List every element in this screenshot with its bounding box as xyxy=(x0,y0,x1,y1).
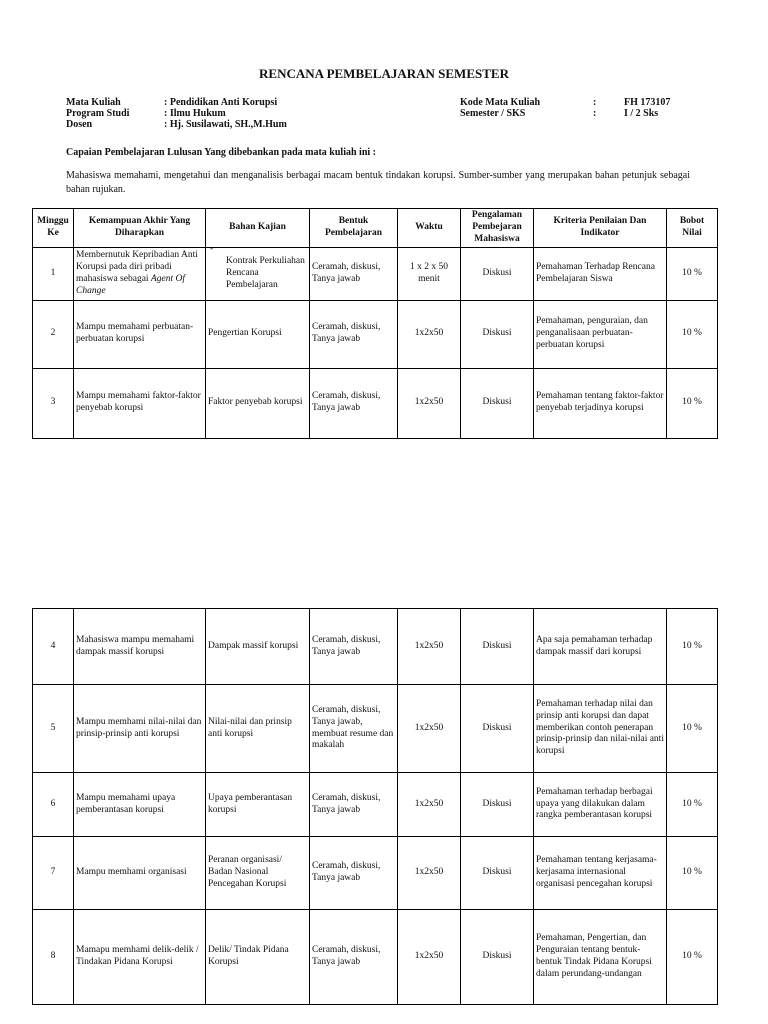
cell-kriteria: Pemahaman tentang faktor-faktor penyebab terjadinya korupsi xyxy=(534,368,667,438)
table-row xyxy=(33,837,718,910)
header-kriteria: Kriteria Penilaian Dan Indikator xyxy=(534,209,667,248)
cell-pengalaman: Diskusi xyxy=(461,910,534,1005)
cell-kriteria: Pemahaman tentang kerjasama-kerjasama internasional organisasi pencegahan korupsi xyxy=(534,837,667,910)
cell-waktu: 1x2x50 xyxy=(398,609,461,685)
cell-waktu: 1x2x50 xyxy=(398,773,461,837)
cell-bobot: 10 % xyxy=(667,609,718,685)
cell-minggu: 6 xyxy=(33,773,74,837)
cell-minggu: 7 xyxy=(33,837,74,910)
cell-bentuk: Ceramah, diskusi, Tanya jawab xyxy=(310,609,398,685)
meta-separator: : xyxy=(593,108,597,119)
header-bentuk: Bentuk Pembelajaran xyxy=(310,209,398,248)
cell-bobot: 10 % xyxy=(667,247,718,300)
cell-waktu: 1x2x50 xyxy=(398,685,461,773)
meta-label: Kode Mata Kuliah xyxy=(460,97,541,108)
cell-pengalaman: Diskusi xyxy=(461,247,534,300)
cell-kemampuan: Mampu memahami perbuatan-perbuatan korupsi xyxy=(74,300,206,368)
meta-label: Semester / SKS xyxy=(460,108,526,119)
rps-table-part-2 xyxy=(32,608,718,1005)
cell-waktu: 1x2x50 xyxy=(398,837,461,910)
rps-table-part-1 xyxy=(32,208,718,439)
meta-separator: : xyxy=(593,97,597,108)
meta-value: : Ilmu Hukum xyxy=(164,108,226,119)
meta-label: Dosen xyxy=(66,119,93,130)
meta-value: : Hj. Susilawati, SH.,M.Hum xyxy=(164,119,287,130)
cell-pengalaman: Diskusi xyxy=(461,837,534,910)
cell-minggu: 1 xyxy=(33,247,74,300)
cell-bentuk: Ceramah, diskusi, Tanya jawab xyxy=(310,300,398,368)
cell-bahan-text: Kontrak Perkuliahan Rencana Pembelajaran xyxy=(226,255,305,290)
cell-bahan: Faktor penyebab korupsi xyxy=(206,368,310,438)
table-row xyxy=(33,368,718,438)
table-row xyxy=(33,247,718,300)
cell-bobot: 10 % xyxy=(667,368,718,438)
table-header-row xyxy=(33,209,718,248)
meta-value: : Pendidikan Anti Korupsi xyxy=(164,97,278,108)
header-bobot: Bobot Nilai xyxy=(667,209,718,248)
meta-label: Program Studi xyxy=(66,108,130,119)
cell-bentuk: Ceramah, diskusi, Tanya jawab xyxy=(310,368,398,438)
header-bahan: Bahan Kajian xyxy=(206,209,310,248)
meta-row-program-studi xyxy=(66,107,287,118)
cell-bentuk: Ceramah, diskusi, Tanya jawab, membuat resume dan makalah xyxy=(310,685,398,773)
cell-waktu: 1x2x50 xyxy=(398,300,461,368)
cell-bobot: 10 % xyxy=(667,685,718,773)
cell-kemampuan-italic: Agent Of Change xyxy=(76,273,185,296)
cpl-text: Mahasiswa memahami, mengetahui dan menganalisis berbagai macam bentuk tindakan korupsi. Sumber-sumber yang merupakan bahan petunjuk sebagai bahan rujukan. xyxy=(66,170,690,195)
cell-kriteria: Pemahaman Terhadap Rencana Pembelajaran Siswa xyxy=(534,247,667,300)
table-row xyxy=(33,910,718,1005)
meta-row-kode xyxy=(460,96,670,107)
course-meta-left xyxy=(66,96,287,129)
cell-minggu: 4 xyxy=(33,609,74,685)
cell-kemampuan: Mamapu memhami delik-delik / Tindakan Pidana Korupsi xyxy=(74,910,206,1005)
meta-row-dosen xyxy=(66,118,287,129)
cell-kriteria: Pemahaman, penguraian, dan penganalisaan perbuatan-perbuatan korupsi xyxy=(534,300,667,368)
cell-bahan: Dampak massif korupsi xyxy=(206,609,310,685)
cell-bahan-dash: - xyxy=(210,243,214,254)
course-meta-right xyxy=(460,96,670,118)
meta-row-semester xyxy=(460,107,670,118)
cell-kriteria: Pemahaman terhadap berbagai upaya yang dilakukan dalam rangka pemberantasan korupsi xyxy=(534,773,667,837)
cell-minggu: 8 xyxy=(33,910,74,1005)
header-kemampuan: Kemampuan Akhir Yang Diharapkan xyxy=(74,209,206,248)
cell-pengalaman: Diskusi xyxy=(461,300,534,368)
table-row xyxy=(33,773,718,837)
cell-kriteria: Pemahaman terhadap nilai dan prinsip anti korupsi dan dapat memberikan contoh penerapan prinsip-prinsip dan nilai-nilai anti korupsi xyxy=(534,685,667,773)
cell-bobot: 10 % xyxy=(667,300,718,368)
cell-kemampuan: Mampu memahami faktor-faktor penyebab korupsi xyxy=(74,368,206,438)
cell-kriteria: Pemahaman, Pengertian, dan Penguraian tentang bentuk-bentuk Tindak Pidana Korupsi dalam perundang-undangan xyxy=(534,910,667,1005)
cell-waktu: 1x2x50 xyxy=(398,368,461,438)
page-title: RENCANA PEMBELAJARAN SEMESTER xyxy=(259,66,509,81)
cell-bahan: Upaya pemberantasan korupsi xyxy=(206,773,310,837)
cell-kemampuan-text: Membernutuk Kepribadian Anti Korupsi pada diri pribadi mahasiswa sebagai xyxy=(76,249,198,284)
cell-pengalaman: Diskusi xyxy=(461,368,534,438)
meta-row-mata-kuliah xyxy=(66,96,287,107)
cell-kemampuan: Mampu memahami upaya pemberantasan korupsi xyxy=(74,773,206,837)
cell-pengalaman: Diskusi xyxy=(461,773,534,837)
cell-waktu: 1x2x50 xyxy=(398,910,461,1005)
cell-bentuk: Ceramah, diskusi, Tanya jawab xyxy=(310,247,398,300)
cell-kriteria: Apa saja pemahaman terhadap dampak massif dari korupsi xyxy=(534,609,667,685)
table-row xyxy=(33,685,718,773)
cell-bahan: Delik/ Tindak Pidana Korupsi xyxy=(206,910,310,1005)
cell-bahan: Peranan organisasi/ Badan Nasional Pencegahan Korupsi xyxy=(206,837,310,910)
cell-minggu: 5 xyxy=(33,685,74,773)
table-row xyxy=(33,609,718,685)
cell-kemampuan: Mampu memhami organisasi xyxy=(74,837,206,910)
table-row xyxy=(33,300,718,368)
header-waktu: Waktu xyxy=(398,209,461,248)
cell-bahan: Nilai-nilai dan prinsip anti korupsi xyxy=(206,685,310,773)
cell-pengalaman: Diskusi xyxy=(461,609,534,685)
cell-bahan xyxy=(206,243,310,300)
cell-bobot: 10 % xyxy=(667,910,718,1005)
cpl-title: Capaian Pembelajaran Lulusan Yang dibebankan pada mata kuliah ini : xyxy=(66,147,376,158)
cell-kemampuan: Mampu memhami nilai-nilai dan prinsip-prinsip anti korupsi xyxy=(74,685,206,773)
cell-kemampuan xyxy=(74,247,206,300)
header-minggu: Minggu Ke xyxy=(33,209,74,248)
cell-bentuk: Ceramah, diskusi, Tanya jawab xyxy=(310,910,398,1005)
cell-bobot: 10 % xyxy=(667,773,718,837)
cell-waktu: 1 x 2 x 50 menit xyxy=(398,247,461,300)
header-pengalaman: Pengalaman Pembejaran Mahasiswa xyxy=(461,209,534,248)
cell-minggu: 2 xyxy=(33,300,74,368)
meta-value: FH 173107 xyxy=(624,97,671,108)
cell-bahan: Pengertian Korupsi xyxy=(206,300,310,368)
cell-kemampuan: Mahasiswa mampu memahami dampak massif korupsi xyxy=(74,609,206,685)
cell-bentuk: Ceramah, diskusi, Tanya jawab xyxy=(310,773,398,837)
meta-value: I / 2 Sks xyxy=(624,108,659,119)
cell-minggu: 3 xyxy=(33,368,74,438)
meta-label: Mata Kuliah xyxy=(66,97,121,108)
cell-bobot: 10 % xyxy=(667,837,718,910)
cell-pengalaman: Diskusi xyxy=(461,685,534,773)
cell-bentuk: Ceramah, diskusi, Tanya jawab xyxy=(310,837,398,910)
